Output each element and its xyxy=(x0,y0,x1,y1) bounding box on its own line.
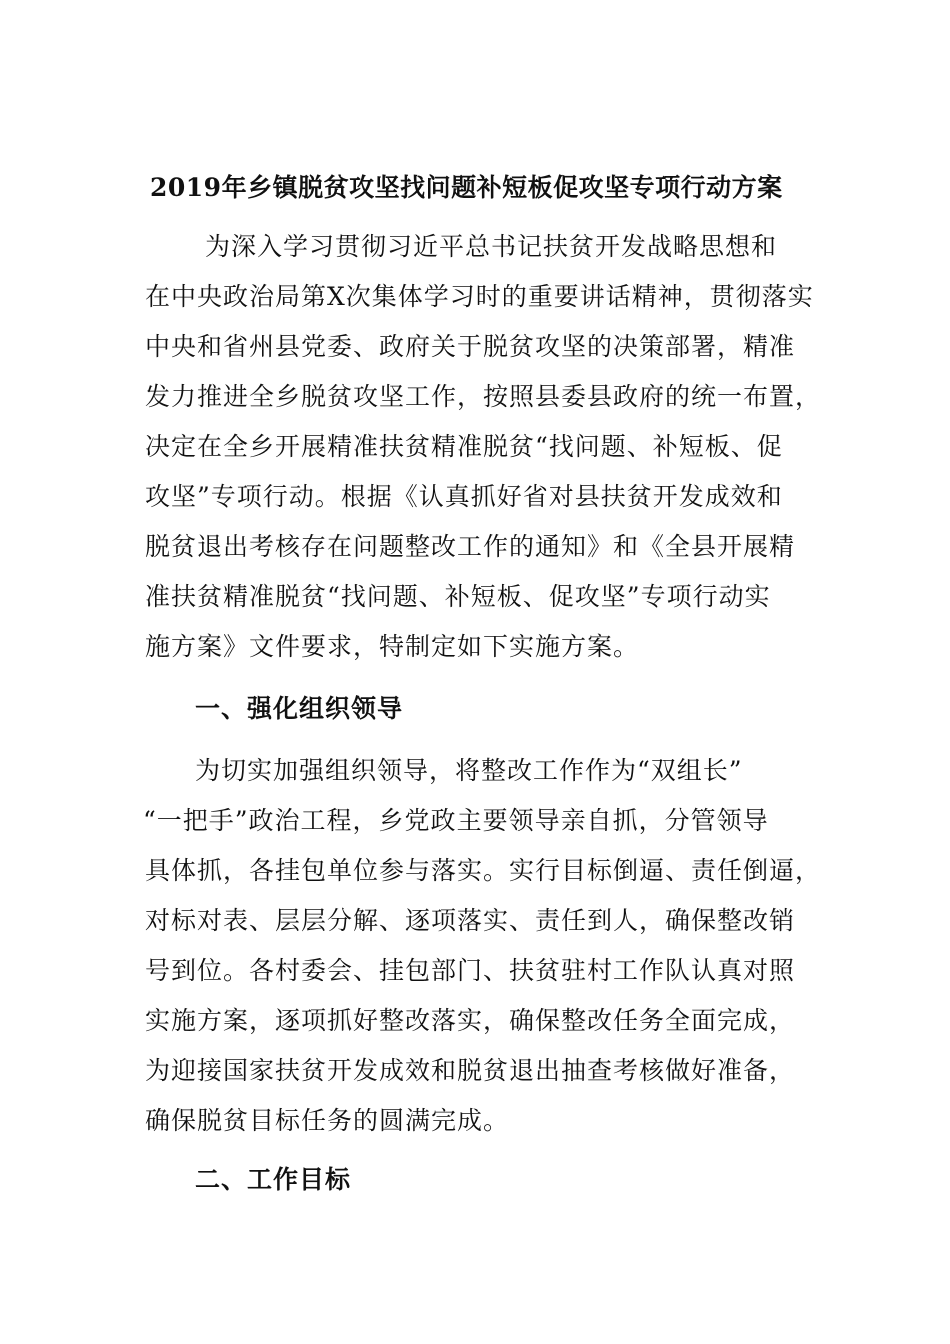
intro-line-6: 攻坚”专项行动。根据《认真抓好省对县扶贫开发成效和 xyxy=(145,482,783,511)
section-1-line-5: 号到位。各村委会、挂包部门、扶贫驻村工作队认真对照 xyxy=(145,956,796,985)
intro-line-8: 准扶贫精准脱贫“找问题、补短板、促攻坚”专项行动实 xyxy=(145,582,771,611)
section-1-line-8: 确保脱贫目标任务的圆满完成。 xyxy=(145,1106,510,1135)
section-1-line-4: 对标对表、层层分解、逐项落实、责任到人，确保整改销 xyxy=(145,906,796,935)
intro-line-4: 发力推进全乡脱贫攻坚工作，按照县委县政府的统一布置， xyxy=(145,382,822,411)
intro-line-2: 在中央政治局第X次集体学习时的重要讲话精神，贯彻落实 xyxy=(145,282,814,311)
section-1-line-1: 为切实加强组织领导，将整改工作作为“双组长” xyxy=(195,756,743,785)
section-1-line-3: 具体抓，各挂包单位参与落实。实行目标倒逼、责任倒逼， xyxy=(145,856,822,885)
intro-line-3: 中央和省州县党委、政府关于脱贫攻坚的决策部署，精准 xyxy=(145,332,796,361)
intro-line-5: 决定在全乡开展精准扶贫精准脱贫“找问题、补短板、促 xyxy=(145,432,783,461)
intro-line-1: 为深入学习贯彻习近平总书记扶贫开发战略思想和 xyxy=(205,232,778,261)
intro-line-9: 施方案》文件要求，特制定如下实施方案。 xyxy=(145,632,640,661)
intro-line-7: 脱贫退出考核存在问题整改工作的通知》和《全县开展精 xyxy=(145,532,796,561)
section-1-line-7: 为迎接国家扶贫开发成效和脱贫退出抽查考核做好准备， xyxy=(145,1056,796,1085)
document-title: 2019年乡镇脱贫攻坚找问题补短板促攻坚专项行动方案 xyxy=(150,173,783,202)
section-1-line-2: “一把手”政治工程，乡党政主要领导亲自抓，分管领导 xyxy=(143,806,769,835)
section-2-heading: 二、工作目标 xyxy=(195,1165,352,1194)
section-1-heading: 一、强化组织领导 xyxy=(195,694,404,723)
section-1-line-6: 实施方案，逐项抓好整改落实，确保整改任务全面完成， xyxy=(145,1006,796,1035)
